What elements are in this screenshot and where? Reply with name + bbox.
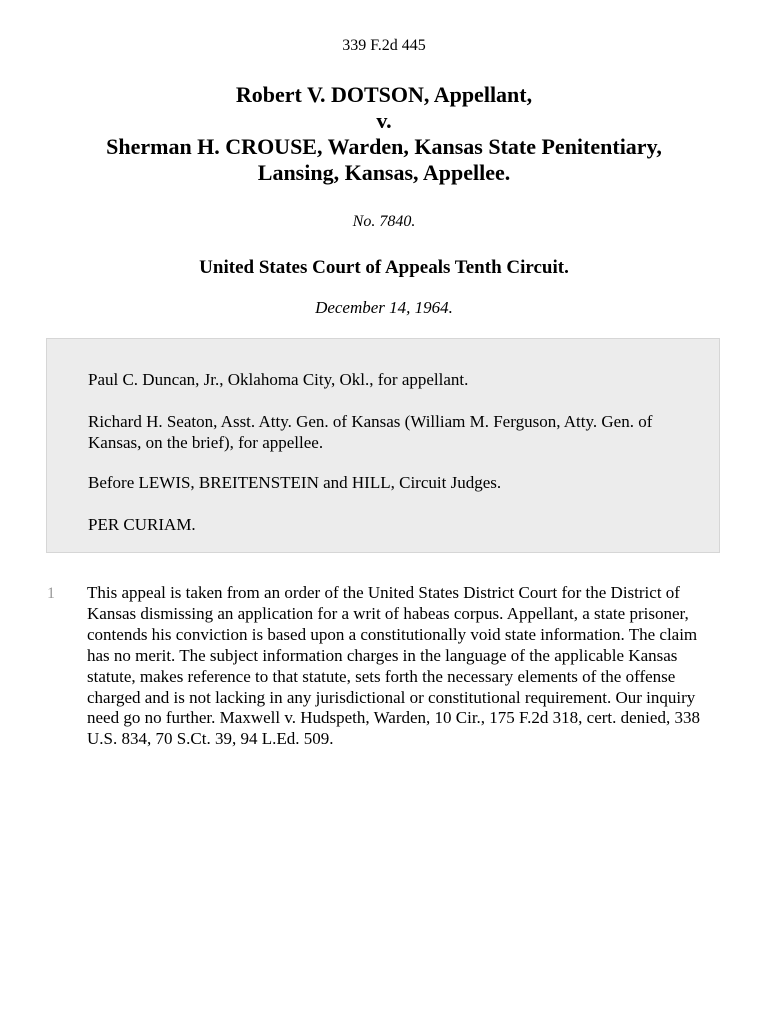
docket-number: No. 7840.: [352, 213, 416, 230]
appellant-name: Robert V. DOTSON, Appellant,: [235, 82, 533, 107]
appellee-name-line2: Lansing, Kansas, Appellee.: [257, 160, 511, 185]
case-header-box: [46, 338, 720, 553]
appellee-name-line1: Sherman H. CROUSE, Warden, Kansas State Penitentiary,: [106, 134, 662, 159]
versus-label: v.: [376, 108, 392, 133]
decision-date: December 14, 1964.: [315, 298, 453, 317]
paragraph-text: This appeal is taken from an order of the United States District Court for the District of Kansas dismissing an application for a writ of habeas corpus. Appellant, a state prisoner, contends his conviction is based upon a constitutionally void state information. The claim has no merit. The subject information charges in the language of the applicable Kansas statute, makes reference to that statute, sets forth the necessary elements of the offense charged and is not lacking in any jurisdictional or constitutional requirement. Our inquiry need go no further. Maxwell v. Hudspeth, Warden, 10 Cir., 175 F.2d 318, cert. denied, 338 U.S. 834, 70 S.Ct. 39, 94 L.Ed. 509.: [87, 583, 700, 749]
counsel-appellant: Paul C. Duncan, Jr., Oklahoma City, Okl., for appellant.: [88, 370, 469, 389]
paragraph-number: 1: [47, 585, 55, 602]
case-citation: 339 F.2d 445: [342, 37, 426, 54]
court-name: United States Court of Appeals Tenth Circuit.: [199, 257, 569, 278]
case-parties: [0, 82, 768, 186]
per-curiam-label: PER CURIAM.: [88, 515, 196, 534]
counsel-appellee: Richard H. Seaton, Asst. Atty. Gen. of Kansas (William M. Ferguson, Atty. Gen. of Kansas, on the brief), for appellee.: [88, 412, 653, 452]
judges-panel: Before LEWIS, BREITENSTEIN and HILL, Circuit Judges.: [88, 473, 502, 492]
